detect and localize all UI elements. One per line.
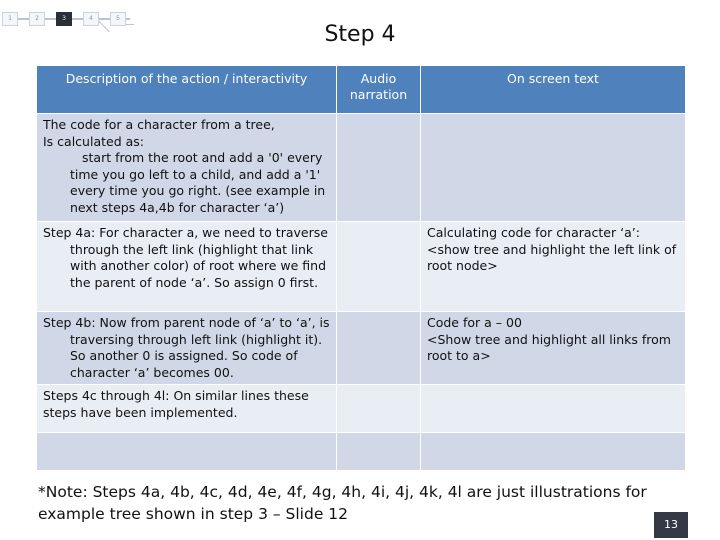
table-row xyxy=(37,222,686,312)
row1-onscreen xyxy=(421,114,686,222)
row3-audio xyxy=(337,312,421,385)
table-header-row xyxy=(37,66,686,114)
step-nav-box-1[interactable]: 1 xyxy=(2,12,18,26)
step-nav-box-5[interactable]: 5 xyxy=(110,12,126,26)
row2-onscreen-line2: <show tree and highlight the left link of root node> xyxy=(427,241,677,273)
table-row xyxy=(37,312,686,385)
header-audio-narration: Audio narration xyxy=(337,66,421,114)
row3-onscreen-line2: <Show tree and highlight all links from root to a> xyxy=(427,331,671,363)
row4-onscreen xyxy=(421,385,686,433)
table-row xyxy=(37,433,686,471)
page-number: 13 xyxy=(654,512,688,538)
row3-desc-text: Step 4b: Now from parent node of ‘a’ to ‘a’, is traversing through left link (highlight it). So another 0 is assigned. So code of character ‘a’ becomes 00. xyxy=(43,315,330,380)
row5-audio xyxy=(337,433,421,471)
table-row xyxy=(37,385,686,433)
row2-description xyxy=(37,222,337,312)
step-nav-box-4[interactable]: 4 xyxy=(83,12,99,26)
row2-audio xyxy=(337,222,421,312)
page-title: Step 4 xyxy=(324,22,396,47)
row3-onscreen xyxy=(421,312,686,385)
storyboard-table xyxy=(36,65,686,471)
row1-audio xyxy=(337,114,421,222)
header-description: Description of the action / interactivity xyxy=(37,66,337,114)
header-on-screen-text: On screen text xyxy=(421,66,686,114)
row4-description: Steps 4c through 4l: On similar lines these steps have been implemented. xyxy=(37,385,337,433)
row2-onscreen-line1: Calculating code for character ‘a’: xyxy=(427,225,640,240)
row5-description xyxy=(37,433,337,471)
row1-desc-line2: Is calculated as: xyxy=(43,133,144,149)
table-row xyxy=(37,114,686,222)
row1-description xyxy=(37,114,337,222)
row1-desc-line3: start from the root and add a '0' every time you go left to a child, and add a '1' every time you go right. (see example in next steps 4a,4b for character ‘a’) xyxy=(70,150,326,215)
row1-desc-line1: The code for a character from a tree, xyxy=(43,117,275,132)
row3-description xyxy=(37,312,337,385)
row2-desc-text: Step 4a: For character a, we need to traverse through the left link (highlight that link with another color) of root where we find the parent of node ‘a’. So assign 0 first. xyxy=(43,225,328,290)
step-nav-box-2[interactable]: 2 xyxy=(29,12,45,26)
row5-onscreen xyxy=(421,433,686,471)
step-nav-box-3[interactable]: 3 xyxy=(56,12,72,26)
row2-onscreen xyxy=(421,222,686,312)
row4-audio xyxy=(337,385,421,433)
footnote: *Note: Steps 4a, 4b, 4c, 4d, 4e, 4f, 4g, 4h, 4i, 4j, 4k, 4l are just illustrations for example tree shown in step 3 – Slide 12 xyxy=(38,483,647,523)
row3-onscreen-line1: Code for a – 00 xyxy=(427,315,522,330)
